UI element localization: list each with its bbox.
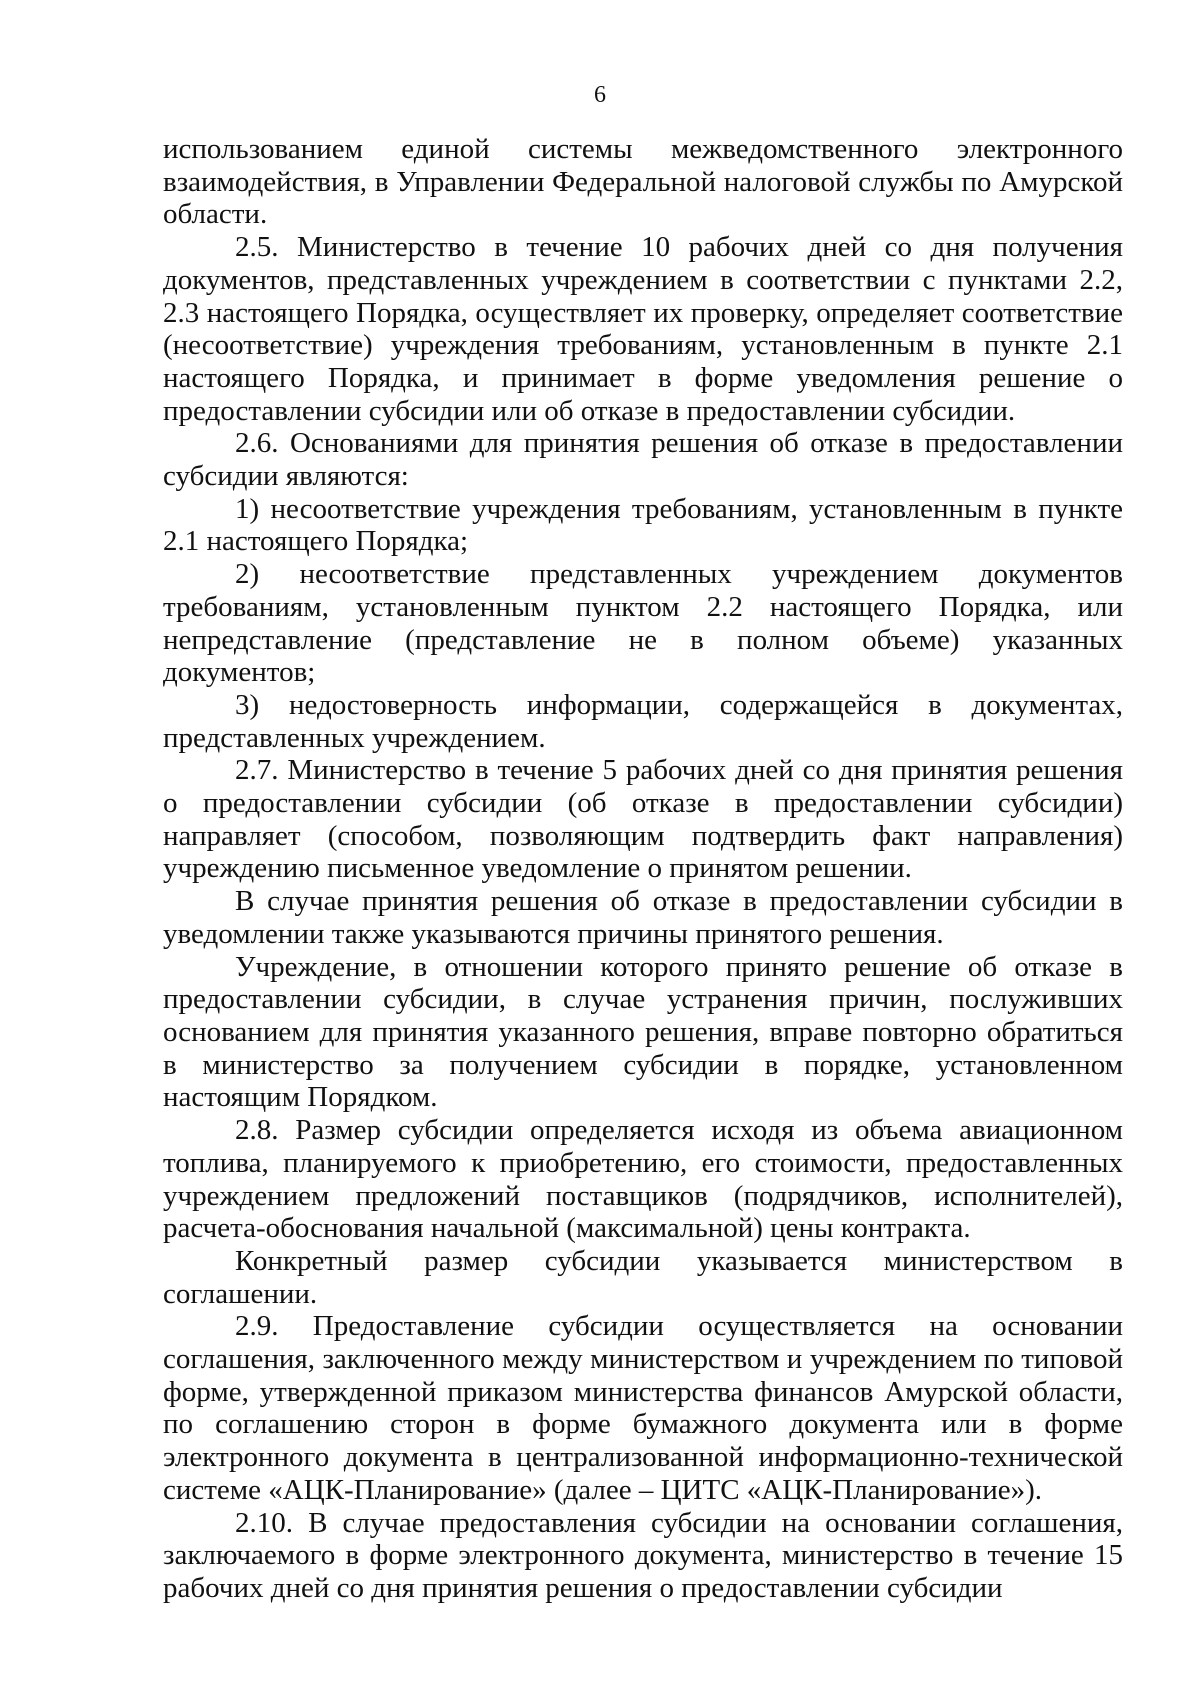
paragraph-2-5: 2.5. Министерство в течение 10 рабочих дней со дня получения документов, представленных учреждением в соответствии с пунктами 2.2, 2.3 настоящего Порядка, осуществляет их проверку, определяет соответствие (несоответствие) учреждения требованиям, установленным в пункте 2.1 настоящего Порядка, и принимает в форме уведомления решение о предоставлении субсидии или об отказе в предоставлении субсидии. [163,231,1123,427]
paragraph-2-7: 2.7. Министерство в течение 5 рабочих дней со дня принятия решения о предоставлении субсидии (об отказе в предоставлении субсидии) направляет (способом, позволяющим подтвердить факт направления) учреждению письменное уведомление о принятом решении. [163,754,1123,885]
paragraph-subsidy-amount: Конкретный размер субсидии указывается министерством в соглашении. [163,1244,1123,1310]
list-item-3: 3) недостоверность информации, содержащейся в документах, представленных учреждением. [163,688,1123,754]
paragraph-continuation: использованием единой системы межведомственного электронного взаимодействия, в Управлении Федеральной налоговой службы по Амурской области. [163,133,1123,231]
paragraph-reapply: Учреждение, в отношении которого принято решение об отказе в предоставлении субсидии, в случае устранения причин, послуживших основанием для принятия указанного решения, вправе повторно обратиться в министерство за получением субсидии в порядке, установленном настоящим Порядком. [163,950,1123,1114]
paragraph-2-10: 2.10. В случае предоставления субсидии на основании соглашения, заключаемого в форме электронного документа, министерство в течение 15 рабочих дней со дня принятия решения о предоставлении субсидии [163,1506,1123,1604]
list-item-1: 1) несоответствие учреждения требованиям, установленным в пункте 2.1 настоящего Порядка; [163,492,1123,558]
list-item-2: 2) несоответствие представленных учреждением документов требованиям, установленным пунктом 2.2 настоящего Порядка, или непредставление (представление не в полном объеме) указанных документов; [163,558,1123,689]
paragraph-refusal-reasons: В случае принятия решения об отказе в предоставлении субсидии в уведомлении также указываются причины принятого решения. [163,885,1123,950]
paragraph-2-6: 2.6. Основаниями для принятия решения об отказе в предоставлении субсидии являются: [163,427,1123,493]
paragraph-2-8: 2.8. Размер субсидии определяется исходя из объема авиационном топлива, планируемого к приобретению, его стоимости, предоставленных учреждением предложений поставщиков (подрядчиков, исполнителей), расчета-обоснования начальной (максимальной) цены контракта. [163,1114,1123,1245]
paragraph-2-9: 2.9. Предоставление субсидии осуществляется на основании соглашения, заключенного между министерством и учреждением по типовой форме, утвержденной приказом министерства финансов Амурской области, по соглашению сторон в форме бумажного документа или в форме электронного документа в централизованной информационно-технической системе «АЦК-Планирование» (далее – ЦИТС «АЦК-Планирование»). [163,1310,1123,1506]
document-body [163,133,1123,1605]
page-number: 6 [594,82,606,108]
